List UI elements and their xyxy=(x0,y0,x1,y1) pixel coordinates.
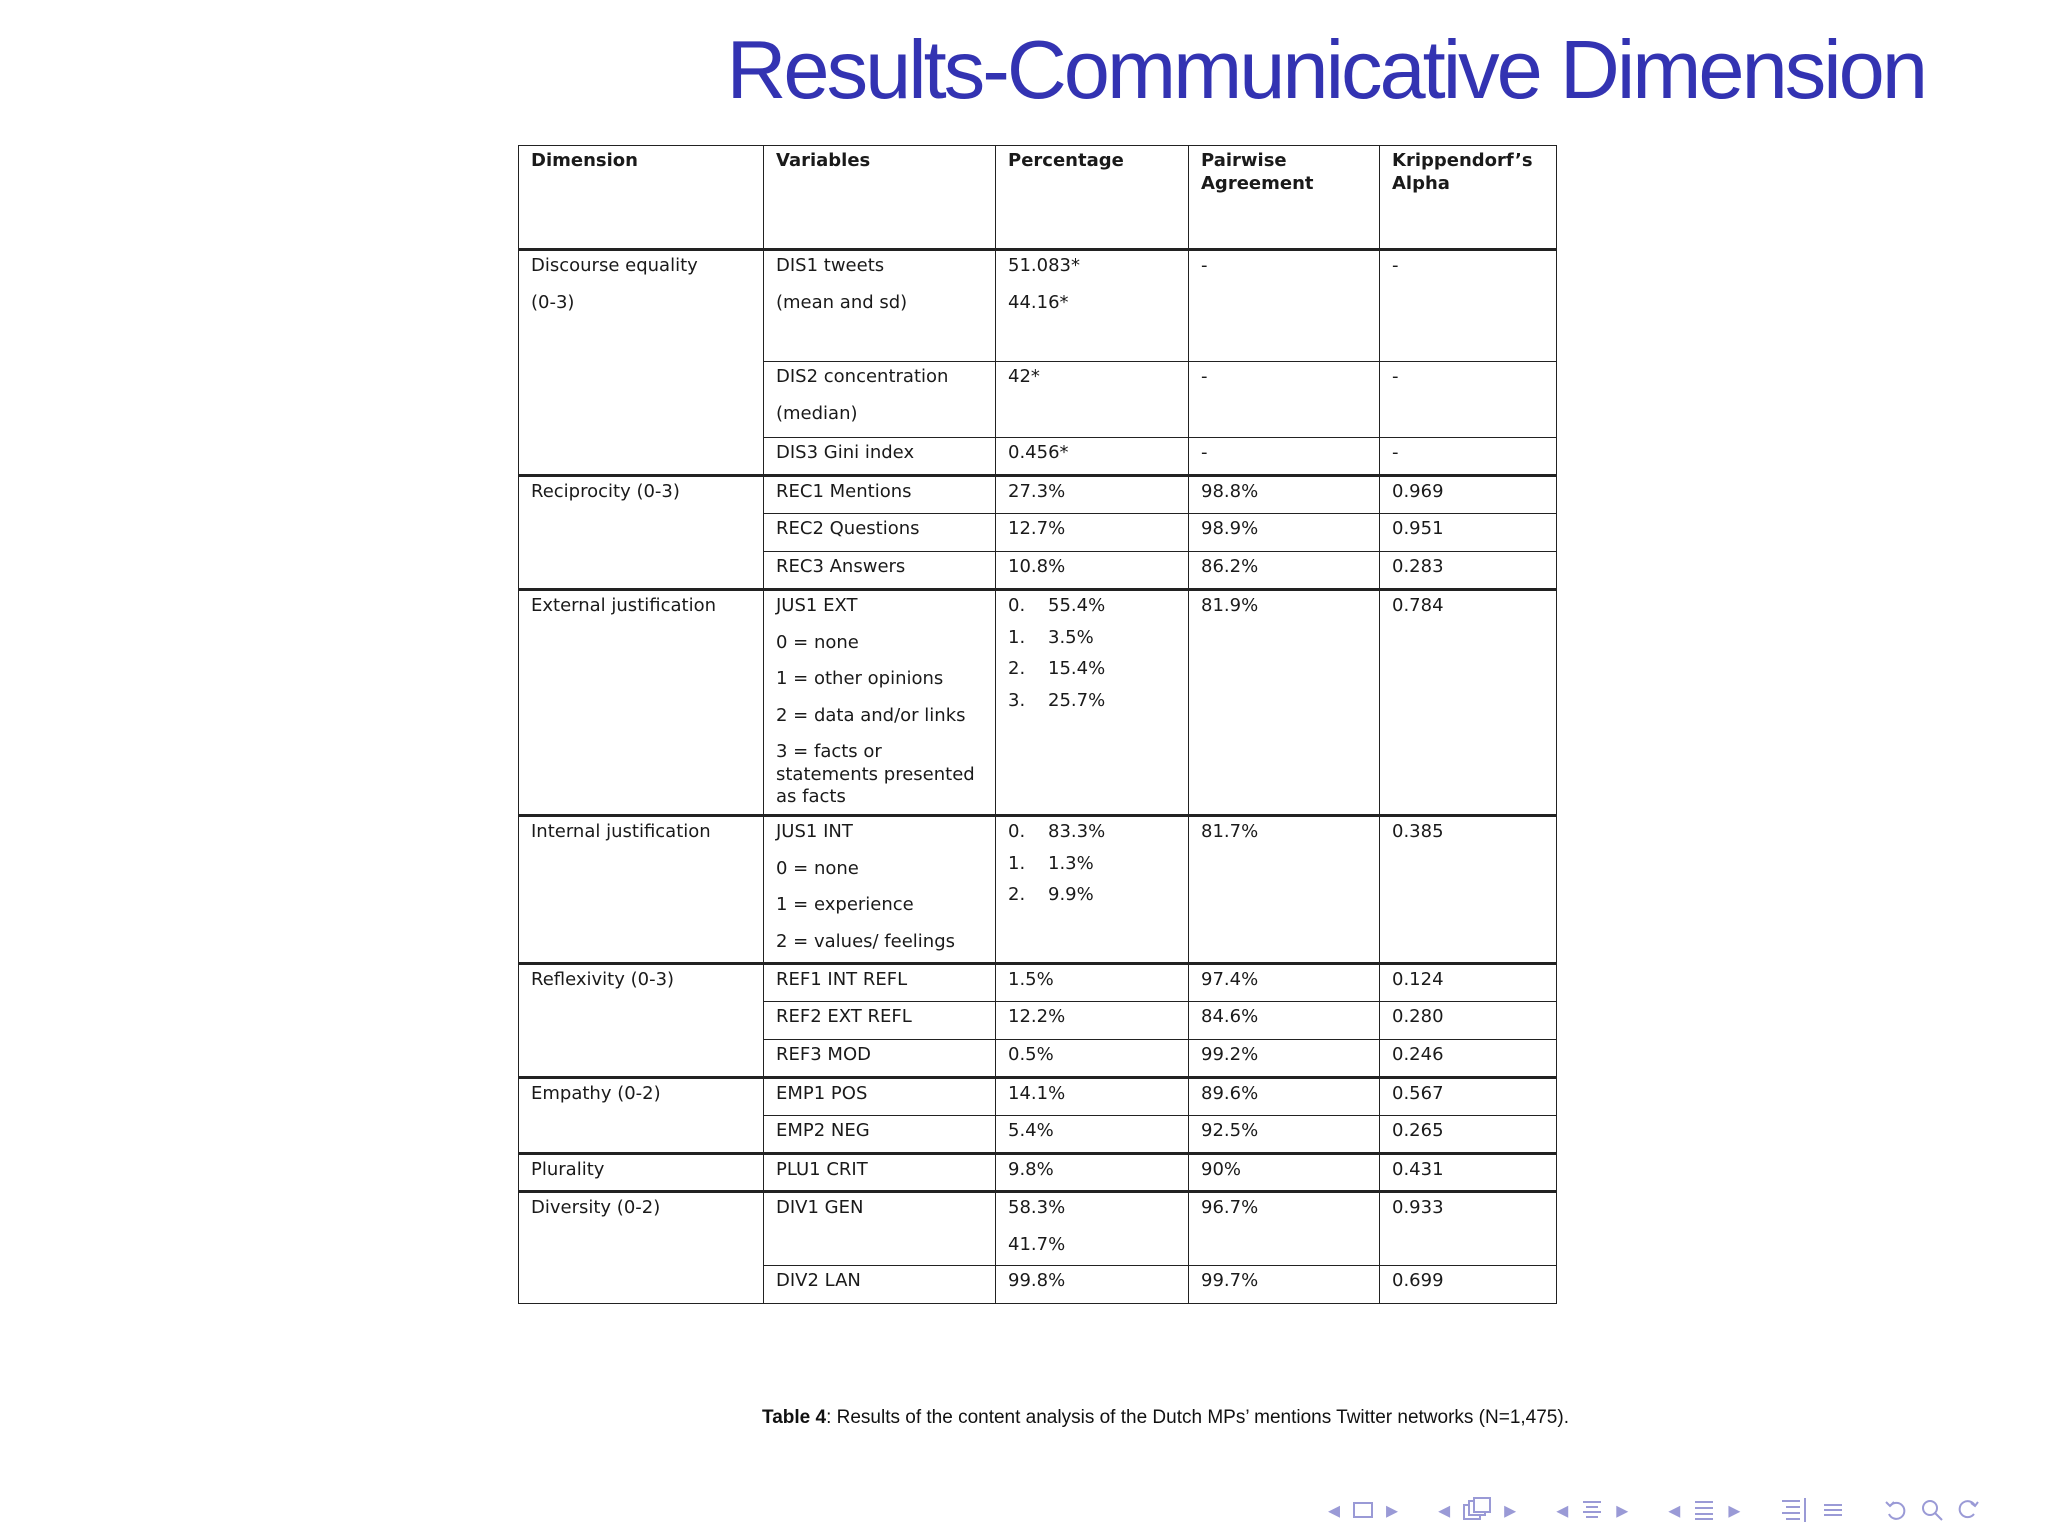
percentage-cell xyxy=(996,1078,1189,1116)
slide-nav-group xyxy=(1432,1496,1522,1524)
percentage-value: 5.4% xyxy=(1008,1120,1054,1141)
column-header-label: Agreement xyxy=(1201,172,1314,194)
variable-cell xyxy=(764,590,996,816)
pairwise-agreement-cell: 81.7% xyxy=(1189,816,1380,964)
column-header xyxy=(996,146,1189,250)
align-icon[interactable] xyxy=(1822,1500,1844,1520)
percentage-list-item xyxy=(1008,595,1176,618)
percentage-value: 55.4% xyxy=(1048,595,1106,616)
variable-label: DIV2 LAN xyxy=(776,1270,861,1291)
variable-label: (mean and sd) xyxy=(776,291,908,313)
dimension-label: Diversity (0-2) xyxy=(531,1197,661,1218)
variable-label: 2 = values/ feelings xyxy=(776,930,956,952)
column-header xyxy=(764,146,996,250)
percentage-cell xyxy=(996,1266,1189,1304)
dimension-cell xyxy=(519,476,764,590)
krippendorff-alpha-cell: 0.124 xyxy=(1380,964,1557,1002)
krippendorff-alpha-cell: - xyxy=(1380,362,1557,438)
pairwise-agreement-cell: 89.6% xyxy=(1189,1078,1380,1116)
variable-cell xyxy=(764,514,996,552)
document-icon[interactable] xyxy=(1780,1497,1810,1523)
variable-label: DIV1 GEN xyxy=(776,1197,864,1218)
krippendorff-alpha-cell: 0.265 xyxy=(1380,1116,1557,1154)
krippendorff-alpha-cell: 0.385 xyxy=(1380,816,1557,964)
percentage-value: 0.5% xyxy=(1008,1044,1054,1065)
list-index: 2. xyxy=(1008,884,1026,905)
variable-label: REF1 INT REFL xyxy=(776,969,908,990)
percentage-value: 27.3% xyxy=(1008,481,1066,502)
section-list-icon[interactable] xyxy=(1692,1498,1716,1522)
dimension-cell xyxy=(519,590,764,816)
krippendorff-alpha-cell: - xyxy=(1380,250,1557,362)
pairwise-agreement-cell: 98.8% xyxy=(1189,476,1380,514)
list-index: 1. xyxy=(1008,852,1026,874)
percentage-cell xyxy=(996,362,1189,438)
results-table-container xyxy=(518,145,1557,1304)
variable-label: PLU1 CRIT xyxy=(776,1159,868,1180)
variable-cell xyxy=(764,438,996,476)
dimension-cell xyxy=(519,964,764,1078)
column-header-label: Krippendorf’s xyxy=(1392,150,1533,171)
dimension-label: Reflexivity (0-3) xyxy=(531,969,675,990)
list-index: 0. xyxy=(1008,821,1026,842)
dimension-cell xyxy=(519,1078,764,1154)
dimension-label: Internal justification xyxy=(531,821,711,842)
krippendorff-alpha-cell: 0.699 xyxy=(1380,1266,1557,1304)
back-icon[interactable] xyxy=(1884,1498,1908,1522)
variable-cell xyxy=(764,362,996,438)
nav-next-icon[interactable]: ▸ xyxy=(1386,1496,1399,1524)
percentage-cell xyxy=(996,514,1189,552)
percentage-list-item xyxy=(1008,853,1176,876)
refresh-icon[interactable] xyxy=(1956,1498,1980,1522)
dimension-cell xyxy=(519,250,764,476)
column-header-label: Pairwise xyxy=(1201,150,1287,171)
variable-cell xyxy=(764,1116,996,1154)
section-nav-group xyxy=(1662,1496,1746,1524)
variable-cell xyxy=(764,552,996,590)
percentage-value: 15.4% xyxy=(1048,658,1106,679)
variable-cell xyxy=(764,1040,996,1078)
percentage-value: 3.5% xyxy=(1048,626,1094,648)
pairwise-agreement-cell: 81.9% xyxy=(1189,590,1380,816)
pairwise-agreement-cell: - xyxy=(1189,250,1380,362)
krippendorff-alpha-cell: 0.283 xyxy=(1380,552,1557,590)
table-row xyxy=(519,1192,1557,1266)
column-header-label: Alpha xyxy=(1392,172,1450,194)
percentage-value: 58.3% xyxy=(1008,1197,1066,1218)
subsection-icon[interactable] xyxy=(1462,1497,1492,1523)
table-row xyxy=(519,590,1557,816)
nav-prev-icon[interactable]: ◂ xyxy=(1668,1496,1681,1524)
search-icon[interactable] xyxy=(1920,1498,1944,1522)
variable-cell xyxy=(764,476,996,514)
column-header xyxy=(1380,146,1557,250)
table-row xyxy=(519,964,1557,1002)
percentage-cell xyxy=(996,1116,1189,1154)
percentage-list-item xyxy=(1008,627,1176,650)
beamer-navigation xyxy=(1316,1493,1986,1527)
subsection-nav-group xyxy=(1550,1496,1634,1524)
dimension-label: Reciprocity (0-3) xyxy=(531,481,680,502)
list-index: 1. xyxy=(1008,626,1026,648)
document-nav-group xyxy=(1774,1497,1850,1523)
variable-label: 0 = none xyxy=(776,631,859,653)
caption-text: : Results of the content analysis of the Dutch MPs’ mentions Twitter networks (N=1,475). xyxy=(826,1407,1569,1428)
percentage-cell xyxy=(996,590,1189,816)
pairwise-agreement-cell: 96.7% xyxy=(1189,1192,1380,1266)
pairwise-agreement-cell: 92.5% xyxy=(1189,1116,1380,1154)
variable-label: DIS1 tweets xyxy=(776,255,885,276)
pairwise-agreement-cell: 86.2% xyxy=(1189,552,1380,590)
frame-nav-group xyxy=(1322,1496,1404,1524)
percentage-cell xyxy=(996,1040,1189,1078)
pairwise-agreement-cell: 99.2% xyxy=(1189,1040,1380,1078)
dimension-label: External justification xyxy=(531,595,716,616)
percentage-value: 12.2% xyxy=(1008,1006,1066,1027)
krippendorff-alpha-cell: 0.933 xyxy=(1380,1192,1557,1266)
variable-label: JUS1 INT xyxy=(776,821,853,842)
variable-label: 2 = data and/or links xyxy=(776,704,966,726)
percentage-value: 9.9% xyxy=(1048,884,1094,905)
variable-label: 1 = other opinions xyxy=(776,668,944,689)
nav-prev-icon[interactable]: ◂ xyxy=(1556,1496,1569,1524)
column-header-label: Dimension xyxy=(531,150,638,171)
krippendorff-alpha-cell: 0.784 xyxy=(1380,590,1557,816)
dimension-cell xyxy=(519,816,764,964)
percentage-cell xyxy=(996,552,1189,590)
variable-cell xyxy=(764,816,996,964)
variable-label: REC3 Answers xyxy=(776,556,906,577)
percentage-list-item xyxy=(1008,821,1176,844)
percentage-cell xyxy=(996,1002,1189,1040)
section-icon[interactable] xyxy=(1580,1498,1604,1522)
column-header-label: Variables xyxy=(776,150,871,171)
percentage-value: 42* xyxy=(1008,366,1040,387)
variable-label: JUS1 EXT xyxy=(776,595,858,616)
variable-label: REC1 Mentions xyxy=(776,481,912,502)
percentage-list-item xyxy=(1008,884,1176,907)
percentage-value: 99.8% xyxy=(1008,1270,1066,1291)
search-nav-group xyxy=(1878,1498,1986,1522)
table-row xyxy=(519,476,1557,514)
table-header-row xyxy=(519,146,1557,250)
variable-label: (median) xyxy=(776,402,858,424)
pairwise-agreement-cell: 97.4% xyxy=(1189,964,1380,1002)
krippendorff-alpha-cell: 0.431 xyxy=(1380,1154,1557,1192)
pairwise-agreement-cell: - xyxy=(1189,438,1380,476)
percentage-value: 51.083* xyxy=(1008,255,1080,276)
percentage-cell xyxy=(996,1154,1189,1192)
table-row xyxy=(519,1078,1557,1116)
nav-prev-icon[interactable]: ◂ xyxy=(1438,1496,1451,1524)
nav-prev-icon[interactable]: ◂ xyxy=(1328,1496,1341,1524)
table-body xyxy=(519,250,1557,1304)
percentage-cell xyxy=(996,438,1189,476)
table-caption xyxy=(762,1404,1569,1432)
krippendorff-alpha-cell: 0.246 xyxy=(1380,1040,1557,1078)
variable-label: DIS2 concentration xyxy=(776,366,949,387)
pairwise-agreement-cell: 84.6% xyxy=(1189,1002,1380,1040)
percentage-cell xyxy=(996,964,1189,1002)
pairwise-agreement-cell: 98.9% xyxy=(1189,514,1380,552)
percentage-cell xyxy=(996,476,1189,514)
variable-cell xyxy=(764,1154,996,1192)
krippendorff-alpha-cell: - xyxy=(1380,438,1557,476)
percentage-value: 83.3% xyxy=(1048,821,1106,842)
variable-label: 3 = facts or statements presented as facts xyxy=(776,741,975,807)
list-index: 3. xyxy=(1008,689,1026,711)
variable-label: REF3 MOD xyxy=(776,1044,871,1065)
list-index: 0. xyxy=(1008,595,1026,616)
percentage-value: 9.8% xyxy=(1008,1159,1054,1180)
pairwise-agreement-cell: 99.7% xyxy=(1189,1266,1380,1304)
frame-icon[interactable] xyxy=(1352,1501,1374,1519)
percentage-value: 41.7% xyxy=(1008,1233,1066,1255)
column-header xyxy=(1189,146,1380,250)
dimension-cell xyxy=(519,1154,764,1192)
variable-label: EMP2 NEG xyxy=(776,1120,870,1141)
variable-cell xyxy=(764,1192,996,1266)
nav-next-icon[interactable]: ▸ xyxy=(1504,1496,1517,1524)
percentage-list-item xyxy=(1008,658,1176,681)
percentage-value: 1.5% xyxy=(1008,969,1054,990)
dimension-label: Discourse equality xyxy=(531,255,698,276)
slide-title: Results-Communicative Dimension xyxy=(726,23,1925,116)
percentage-list-item xyxy=(1008,690,1176,713)
table-row xyxy=(519,816,1557,964)
variable-label: 0 = none xyxy=(776,857,859,879)
krippendorff-alpha-cell: 0.567 xyxy=(1380,1078,1557,1116)
pairwise-agreement-cell: 90% xyxy=(1189,1154,1380,1192)
table-row xyxy=(519,1154,1557,1192)
caption-label: Table 4 xyxy=(762,1407,827,1428)
dimension-label: Empathy (0-2) xyxy=(531,1083,661,1104)
percentage-cell xyxy=(996,1192,1189,1266)
percentage-cell xyxy=(996,816,1189,964)
variable-label: EMP1 POS xyxy=(776,1083,868,1104)
krippendorff-alpha-cell: 0.969 xyxy=(1380,476,1557,514)
variable-label: DIS3 Gini index xyxy=(776,442,915,463)
variable-cell xyxy=(764,1078,996,1116)
variable-label: REC2 Questions xyxy=(776,518,920,539)
percentage-value: 44.16* xyxy=(1008,291,1069,313)
variable-cell xyxy=(764,1266,996,1304)
column-header-label: Percentage xyxy=(1008,150,1124,171)
dimension-label: Plurality xyxy=(531,1159,605,1180)
list-index: 2. xyxy=(1008,658,1026,679)
variable-cell xyxy=(764,964,996,1002)
nav-next-icon[interactable]: ▸ xyxy=(1616,1496,1629,1524)
percentage-value: 10.8% xyxy=(1008,556,1066,577)
variable-cell xyxy=(764,1002,996,1040)
dimension-label: (0-3) xyxy=(531,291,575,313)
percentage-value: 12.7% xyxy=(1008,518,1066,539)
nav-next-icon[interactable]: ▸ xyxy=(1728,1496,1741,1524)
dimension-cell xyxy=(519,1192,764,1304)
krippendorff-alpha-cell: 0.280 xyxy=(1380,1002,1557,1040)
percentage-value: 25.7% xyxy=(1048,689,1106,711)
variable-cell xyxy=(764,250,996,362)
variable-label: REF2 EXT REFL xyxy=(776,1006,912,1027)
variable-label: 1 = experience xyxy=(776,894,914,915)
pairwise-agreement-cell: - xyxy=(1189,362,1380,438)
percentage-value: 14.1% xyxy=(1008,1083,1066,1104)
column-header xyxy=(519,146,764,250)
krippendorff-alpha-cell: 0.951 xyxy=(1380,514,1557,552)
percentage-value: 1.3% xyxy=(1048,852,1094,874)
percentage-value: 0.456* xyxy=(1008,442,1069,463)
results-table xyxy=(518,145,1557,1304)
percentage-cell xyxy=(996,250,1189,362)
table-row xyxy=(519,250,1557,362)
